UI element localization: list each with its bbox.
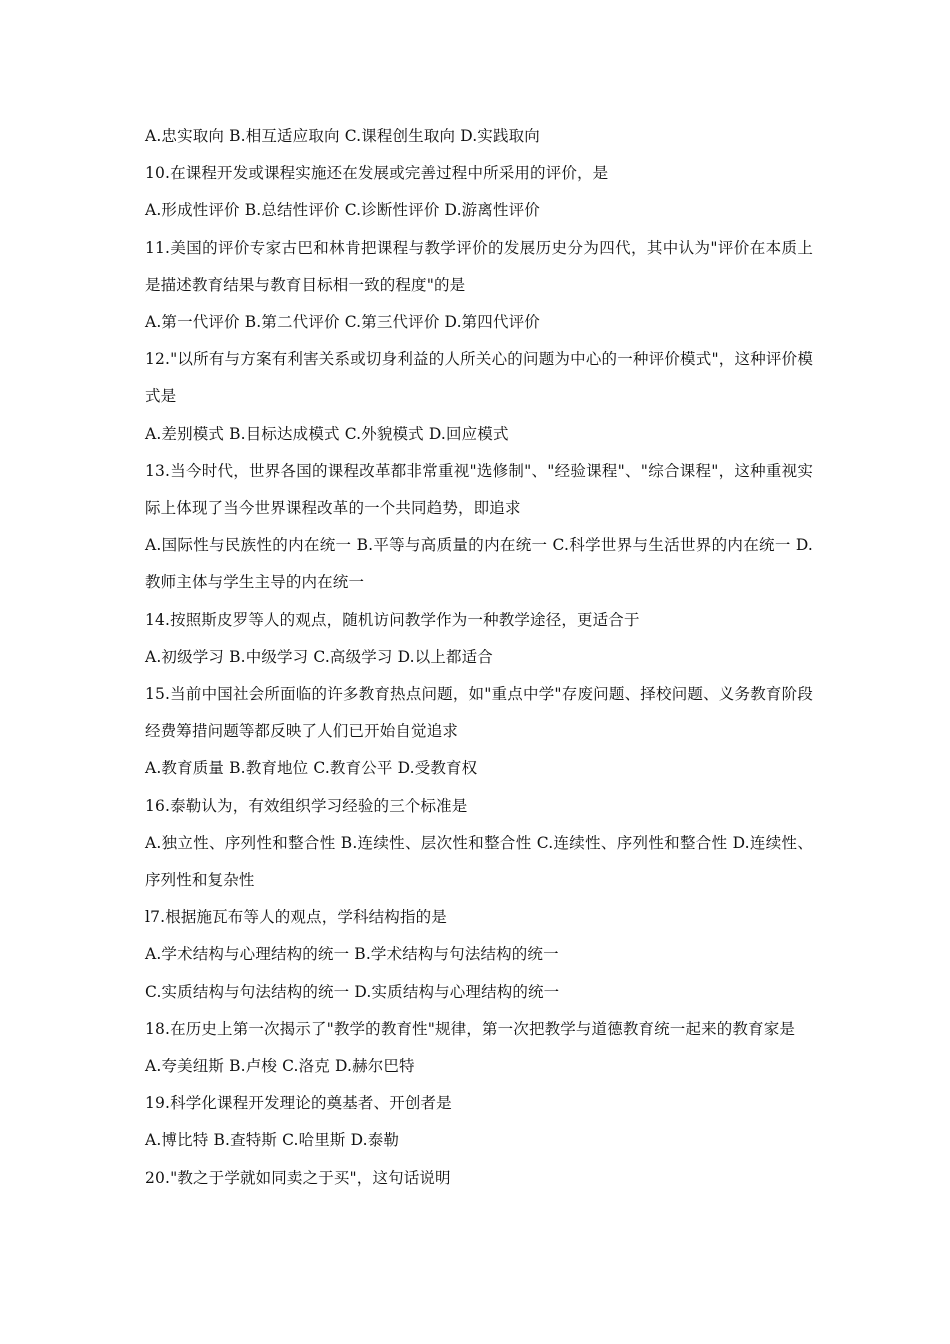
question-13: 13.当今时代，世界各国的课程改革都非常重视"选修制"、"经验课程"、"综合课程"，这种重视实际上体现了当今世界课程改革的一个共同趋势，即追求 bbox=[145, 461, 813, 518]
option-line-q17-a: A.学术结构与心理结构的统一 B.学术结构与句法结构的统一 bbox=[145, 945, 559, 964]
option-line-q18: A.夸美纽斯 B.卢梭 C.洛克 D.赫尔巴特 bbox=[145, 1057, 415, 1076]
option-line-q10: A.形成性评价 B.总结性评价 C.诊断性评价 D.游离性评价 bbox=[145, 201, 540, 220]
question-14: 14.按照斯皮罗等人的观点，随机访问教学作为一种教学途径，更适合于 bbox=[145, 610, 640, 629]
option-line-q19: A.博比特 B.查特斯 C.哈里斯 D.泰勒 bbox=[145, 1131, 400, 1150]
option-line-q16: A.独立性、序列性和整合性 B.连续性、层次性和整合性 C.连续性、序列性和整合性 D.连续性、序列性和复杂性 bbox=[145, 833, 813, 890]
question-12: 12."以所有与方案有利害关系或切身利益的人所关心的问题为中心的一种评价模式"，这种评价模式是 bbox=[145, 350, 813, 406]
question-19: 19.科学化课程开发理论的奠基者、开创者是 bbox=[145, 1094, 452, 1113]
document-body bbox=[145, 118, 813, 1197]
option-line-q13: A.国际性与民族性的内在统一 B.平等与高质量的内在统一 C.科学世界与生活世界的内在统一 D.教师主体与学生主导的内在统一 bbox=[145, 536, 813, 592]
question-20: 20."教之于学就如同卖之于买"，这句话说明 bbox=[145, 1168, 451, 1187]
option-line-q14: A.初级学习 B.中级学习 C.高级学习 D.以上都适合 bbox=[145, 647, 493, 666]
option-line-q9: A.忠实取向 B.相互适应取向 C.课程创生取向 D.实践取向 bbox=[145, 127, 540, 145]
question-17: l7.根据施瓦布等人的观点，学科结构指的是 bbox=[145, 908, 447, 927]
option-line-q15: A.教育质量 B.教育地位 C.教育公平 D.受教育权 bbox=[145, 759, 478, 778]
question-16: 16.泰勒认为，有效组织学习经验的三个标准是 bbox=[145, 796, 468, 815]
option-line-q11: A.第一代评价 B.第二代评价 C.第三代评价 D.第四代评价 bbox=[145, 313, 540, 332]
question-15: 15.当前中国社会所面临的许多教育热点问题，如"重点中学"存废问题、择校问题、义务教育阶段经费筹措问题等都反映了人们已开始自觉追求 bbox=[145, 685, 813, 741]
option-line-q17-b: C.实质结构与句法结构的统一 D.实质结构与心理结构的统一 bbox=[145, 982, 560, 1001]
question-11: 11.美国的评价专家古巴和林肯把课程与教学评价的发展历史分为四代，其中认为"评价在本质上是描述教育结果与教育目标相一致的程度"的是 bbox=[145, 238, 813, 294]
option-line-q12: A.差别模式 B.目标达成模式 C.外貌模式 D.回应模式 bbox=[145, 424, 509, 443]
question-10: 10.在课程开发或课程实施还在发展或完善过程中所采用的评价，是 bbox=[145, 164, 609, 183]
question-18: 18.在历史上第一次揭示了"教学的教育性"规律，第一次把教学与道德教育统一起来的教育家是 bbox=[145, 1019, 796, 1038]
